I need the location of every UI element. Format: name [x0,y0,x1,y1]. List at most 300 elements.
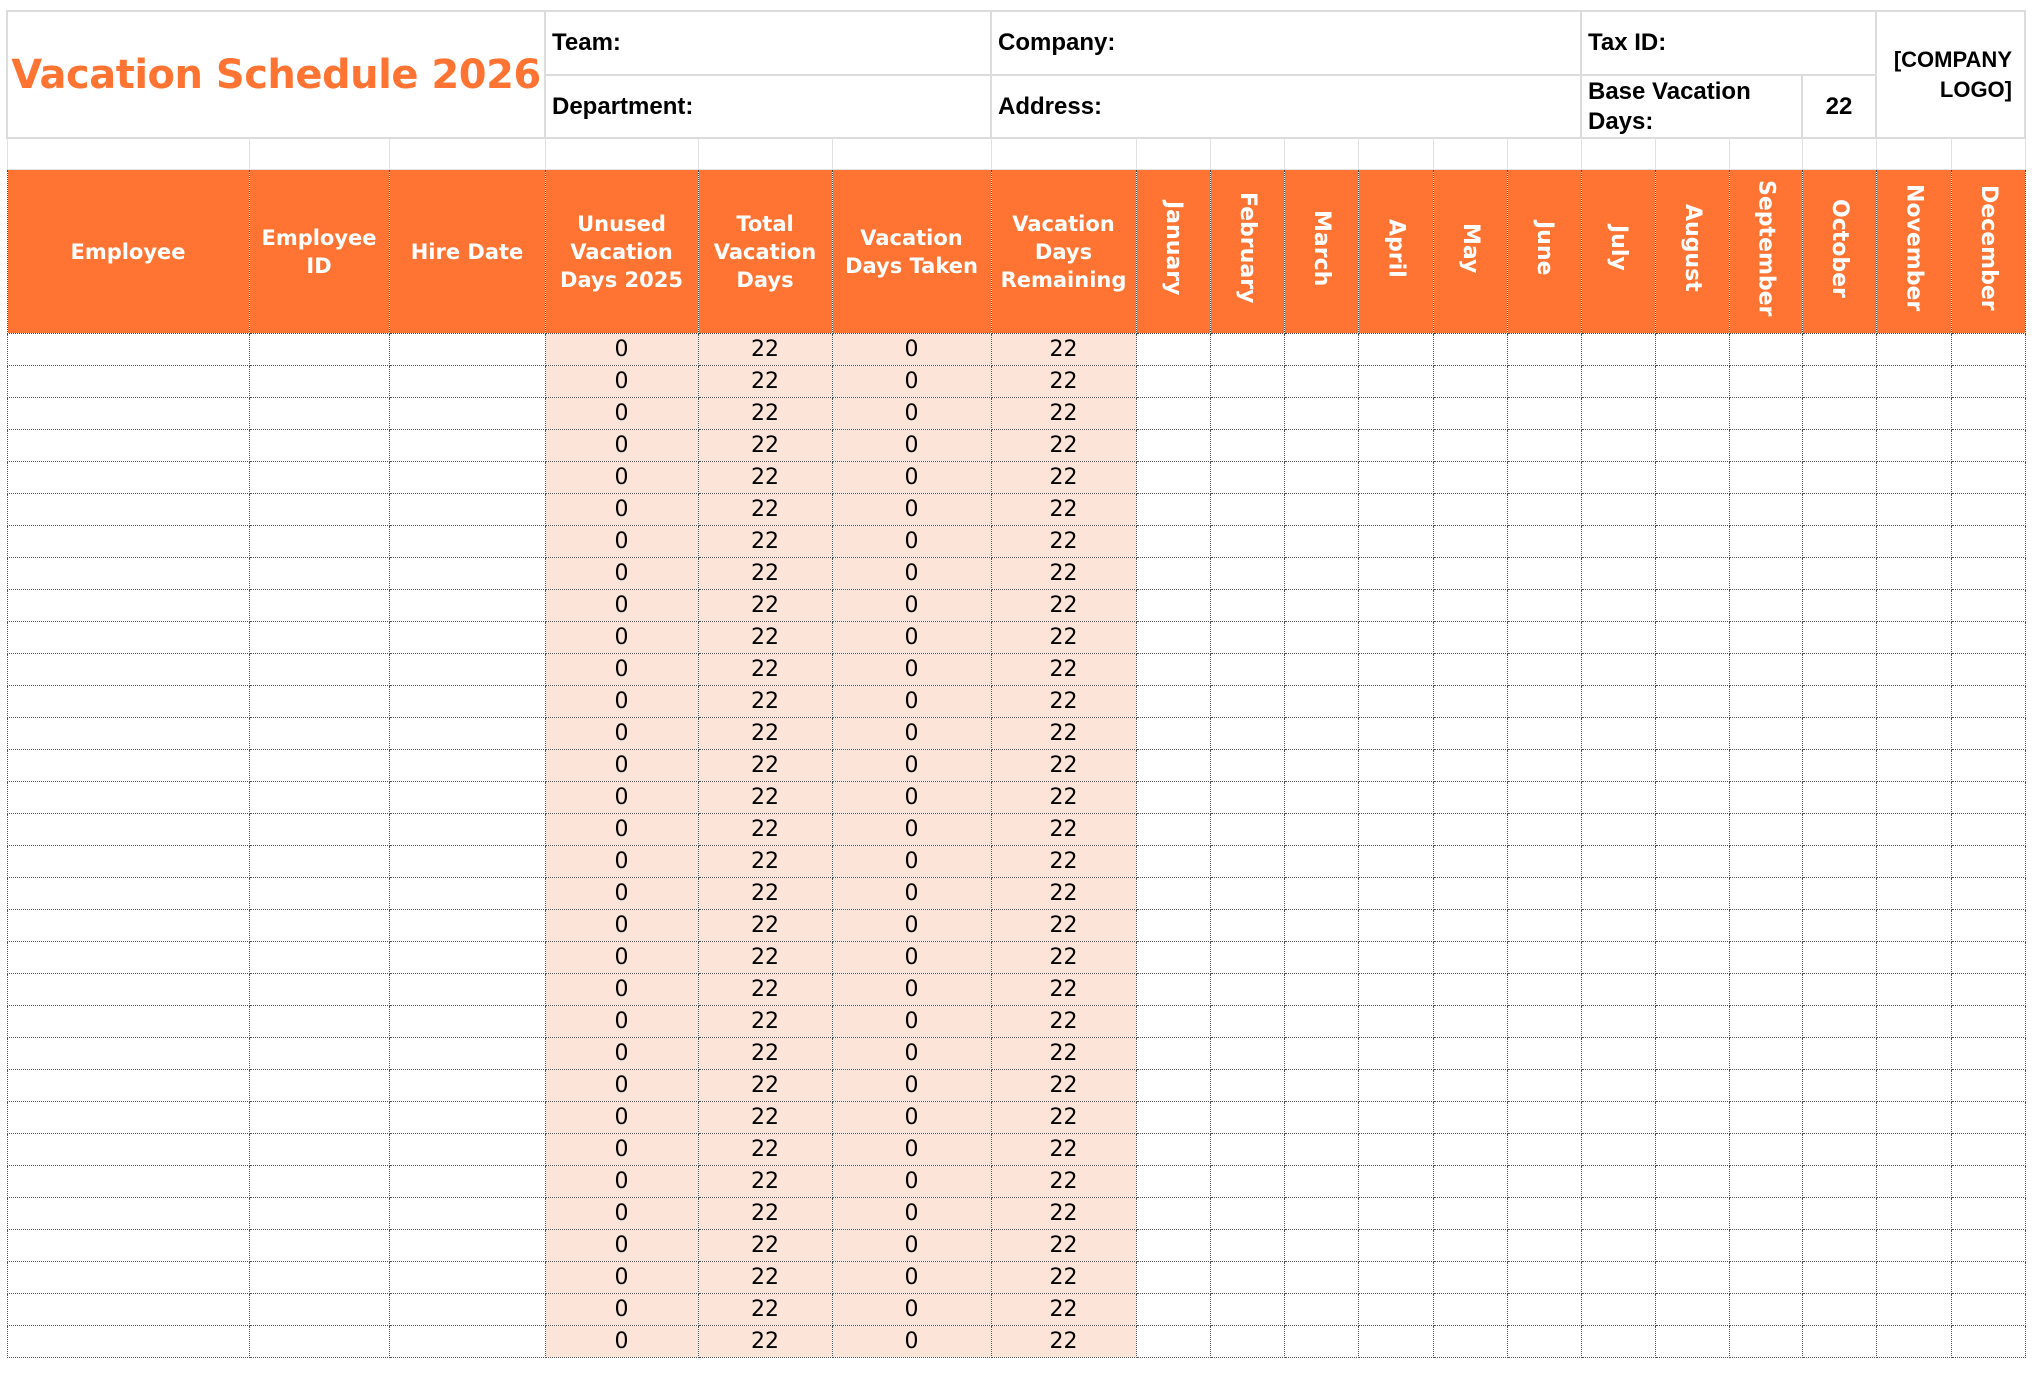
taken-days-cell[interactable]: 0 [832,782,991,814]
month-cell-november[interactable] [1876,1262,1951,1294]
month-cell-november[interactable] [1876,750,1951,782]
month-cell-april[interactable] [1358,1006,1433,1038]
month-cell-may[interactable] [1433,1326,1507,1358]
month-cell-october[interactable] [1802,1070,1876,1102]
remaining-days-cell[interactable]: 22 [991,782,1136,814]
month-cell-november[interactable] [1876,814,1951,846]
month-cell-may[interactable] [1433,1198,1507,1230]
month-cell-november[interactable] [1876,1294,1951,1326]
month-cell-april[interactable] [1358,462,1433,494]
month-cell-may[interactable] [1433,878,1507,910]
month-cell-april[interactable] [1358,430,1433,462]
month-cell-september[interactable] [1729,814,1802,846]
taken-days-cell[interactable]: 0 [832,622,991,654]
hire-date-cell[interactable] [389,1070,545,1102]
spacer-cell[interactable] [389,138,545,170]
month-cell-april[interactable] [1358,942,1433,974]
month-cell-may[interactable] [1433,398,1507,430]
spacer-cell[interactable] [1581,138,1655,170]
employee-cell[interactable] [7,1070,249,1102]
month-cell-june[interactable] [1507,974,1581,1006]
remaining-days-cell[interactable]: 22 [991,846,1136,878]
unused-days-cell[interactable]: 0 [545,398,698,430]
month-cell-december[interactable] [1951,1262,2025,1294]
month-cell-april[interactable] [1358,1230,1433,1262]
month-cell-october[interactable] [1802,814,1876,846]
month-cell-july[interactable] [1581,846,1655,878]
month-cell-january[interactable] [1136,814,1210,846]
taken-days-cell[interactable]: 0 [832,590,991,622]
month-cell-august[interactable] [1655,910,1729,942]
month-cell-december[interactable] [1951,526,2025,558]
employee-id-cell[interactable] [249,1294,389,1326]
remaining-days-cell[interactable]: 22 [991,494,1136,526]
month-cell-june[interactable] [1507,1006,1581,1038]
month-cell-march[interactable] [1284,590,1358,622]
month-cell-march[interactable] [1284,686,1358,718]
total-days-cell[interactable]: 22 [698,366,832,398]
unused-days-cell[interactable]: 0 [545,878,698,910]
month-cell-february[interactable] [1210,1198,1284,1230]
employee-id-cell[interactable] [249,974,389,1006]
month-cell-july[interactable] [1581,782,1655,814]
month-cell-november[interactable] [1876,366,1951,398]
month-cell-september[interactable] [1729,462,1802,494]
employee-cell[interactable] [7,910,249,942]
month-cell-february[interactable] [1210,462,1284,494]
taken-days-cell[interactable]: 0 [832,558,991,590]
taken-days-cell[interactable]: 0 [832,430,991,462]
taken-days-cell[interactable]: 0 [832,846,991,878]
hire-date-cell[interactable] [389,494,545,526]
month-cell-february[interactable] [1210,1230,1284,1262]
month-cell-september[interactable] [1729,1070,1802,1102]
unused-days-cell[interactable]: 0 [545,814,698,846]
month-cell-december[interactable] [1951,366,2025,398]
remaining-days-cell[interactable]: 22 [991,942,1136,974]
month-cell-november[interactable] [1876,974,1951,1006]
month-cell-august[interactable] [1655,558,1729,590]
unused-days-cell[interactable]: 0 [545,366,698,398]
taken-days-cell[interactable]: 0 [832,686,991,718]
month-cell-september[interactable] [1729,494,1802,526]
month-cell-january[interactable] [1136,494,1210,526]
month-cell-august[interactable] [1655,1102,1729,1134]
unused-days-cell[interactable]: 0 [545,334,698,366]
unused-days-cell[interactable]: 0 [545,1262,698,1294]
month-cell-july[interactable] [1581,462,1655,494]
total-days-cell[interactable]: 22 [698,846,832,878]
month-cell-february[interactable] [1210,750,1284,782]
taken-days-cell[interactable]: 0 [832,1230,991,1262]
month-cell-february[interactable] [1210,910,1284,942]
month-cell-september[interactable] [1729,686,1802,718]
month-cell-august[interactable] [1655,462,1729,494]
month-cell-november[interactable] [1876,590,1951,622]
employee-id-cell[interactable] [249,494,389,526]
month-cell-november[interactable] [1876,718,1951,750]
month-cell-january[interactable] [1136,1134,1210,1166]
month-cell-june[interactable] [1507,814,1581,846]
month-cell-november[interactable] [1876,1134,1951,1166]
month-cell-september[interactable] [1729,1326,1802,1358]
hire-date-cell[interactable] [389,942,545,974]
month-cell-march[interactable] [1284,814,1358,846]
month-cell-november[interactable] [1876,462,1951,494]
taken-days-cell[interactable]: 0 [832,814,991,846]
month-cell-january[interactable] [1136,1102,1210,1134]
month-cell-october[interactable] [1802,1262,1876,1294]
month-cell-july[interactable] [1581,1230,1655,1262]
month-cell-july[interactable] [1581,334,1655,366]
spacer-cell[interactable] [698,138,832,170]
unused-days-cell[interactable]: 0 [545,846,698,878]
month-cell-february[interactable] [1210,494,1284,526]
remaining-days-cell[interactable]: 22 [991,526,1136,558]
month-cell-august[interactable] [1655,814,1729,846]
remaining-days-cell[interactable]: 22 [991,750,1136,782]
month-cell-july[interactable] [1581,1326,1655,1358]
total-days-cell[interactable]: 22 [698,526,832,558]
month-cell-march[interactable] [1284,1294,1358,1326]
month-cell-july[interactable] [1581,974,1655,1006]
month-cell-june[interactable] [1507,1070,1581,1102]
month-cell-may[interactable] [1433,430,1507,462]
month-cell-december[interactable] [1951,430,2025,462]
month-cell-may[interactable] [1433,814,1507,846]
remaining-days-cell[interactable]: 22 [991,366,1136,398]
total-days-cell[interactable]: 22 [698,1294,832,1326]
month-cell-august[interactable] [1655,1262,1729,1294]
month-cell-september[interactable] [1729,974,1802,1006]
month-cell-september[interactable] [1729,1198,1802,1230]
month-cell-august[interactable] [1655,430,1729,462]
month-cell-june[interactable] [1507,462,1581,494]
hire-date-cell[interactable] [389,1006,545,1038]
taken-days-cell[interactable]: 0 [832,1102,991,1134]
month-cell-december[interactable] [1951,846,2025,878]
month-cell-november[interactable] [1876,1166,1951,1198]
month-cell-march[interactable] [1284,1198,1358,1230]
total-days-cell[interactable]: 22 [698,910,832,942]
month-cell-june[interactable] [1507,398,1581,430]
month-cell-april[interactable] [1358,654,1433,686]
month-cell-june[interactable] [1507,1262,1581,1294]
spacer-cell[interactable] [1951,138,2025,170]
unused-days-cell[interactable]: 0 [545,622,698,654]
month-cell-december[interactable] [1951,334,2025,366]
month-cell-february[interactable] [1210,686,1284,718]
taken-days-cell[interactable]: 0 [832,462,991,494]
address-field[interactable]: Address: [991,75,1581,138]
employee-cell[interactable] [7,750,249,782]
month-cell-october[interactable] [1802,1006,1876,1038]
unused-days-cell[interactable]: 0 [545,686,698,718]
month-cell-august[interactable] [1655,942,1729,974]
hire-date-cell[interactable] [389,398,545,430]
month-cell-december[interactable] [1951,654,2025,686]
month-cell-august[interactable] [1655,494,1729,526]
month-cell-september[interactable] [1729,526,1802,558]
month-cell-may[interactable] [1433,1038,1507,1070]
month-cell-march[interactable] [1284,1070,1358,1102]
month-cell-august[interactable] [1655,782,1729,814]
employee-id-cell[interactable] [249,846,389,878]
employee-cell[interactable] [7,462,249,494]
month-cell-december[interactable] [1951,1070,2025,1102]
employee-cell[interactable] [7,1198,249,1230]
spacer-cell[interactable] [1507,138,1581,170]
month-cell-june[interactable] [1507,1166,1581,1198]
month-cell-august[interactable] [1655,334,1729,366]
month-cell-january[interactable] [1136,1198,1210,1230]
month-cell-march[interactable] [1284,1006,1358,1038]
month-cell-june[interactable] [1507,878,1581,910]
month-cell-september[interactable] [1729,878,1802,910]
employee-id-cell[interactable] [249,462,389,494]
month-cell-february[interactable] [1210,814,1284,846]
month-cell-april[interactable] [1358,1038,1433,1070]
month-cell-september[interactable] [1729,718,1802,750]
month-cell-august[interactable] [1655,974,1729,1006]
month-cell-june[interactable] [1507,334,1581,366]
month-cell-august[interactable] [1655,1326,1729,1358]
month-cell-february[interactable] [1210,1006,1284,1038]
month-cell-june[interactable] [1507,1102,1581,1134]
spacer-cell[interactable] [7,138,249,170]
month-cell-july[interactable] [1581,558,1655,590]
month-cell-august[interactable] [1655,686,1729,718]
unused-days-cell[interactable]: 0 [545,1294,698,1326]
month-cell-december[interactable] [1951,942,2025,974]
month-cell-august[interactable] [1655,526,1729,558]
month-cell-march[interactable] [1284,558,1358,590]
month-cell-october[interactable] [1802,366,1876,398]
hire-date-cell[interactable] [389,1166,545,1198]
month-cell-november[interactable] [1876,1326,1951,1358]
taken-days-cell[interactable]: 0 [832,398,991,430]
month-cell-january[interactable] [1136,590,1210,622]
month-cell-april[interactable] [1358,1262,1433,1294]
month-cell-october[interactable] [1802,942,1876,974]
month-cell-june[interactable] [1507,622,1581,654]
hire-date-cell[interactable] [389,782,545,814]
month-cell-february[interactable] [1210,1262,1284,1294]
month-cell-december[interactable] [1951,974,2025,1006]
month-cell-september[interactable] [1729,846,1802,878]
month-cell-may[interactable] [1433,782,1507,814]
remaining-days-cell[interactable]: 22 [991,622,1136,654]
month-cell-may[interactable] [1433,1294,1507,1326]
month-cell-november[interactable] [1876,782,1951,814]
employee-cell[interactable] [7,334,249,366]
month-cell-july[interactable] [1581,878,1655,910]
month-cell-april[interactable] [1358,814,1433,846]
employee-id-cell[interactable] [249,942,389,974]
employee-id-cell[interactable] [249,622,389,654]
month-cell-october[interactable] [1802,1166,1876,1198]
month-cell-april[interactable] [1358,558,1433,590]
month-cell-april[interactable] [1358,526,1433,558]
taken-days-cell[interactable]: 0 [832,974,991,1006]
month-cell-march[interactable] [1284,910,1358,942]
month-cell-december[interactable] [1951,1134,2025,1166]
employee-id-cell[interactable] [249,1262,389,1294]
month-cell-october[interactable] [1802,622,1876,654]
month-cell-october[interactable] [1802,1230,1876,1262]
month-cell-april[interactable] [1358,686,1433,718]
taken-days-cell[interactable]: 0 [832,1198,991,1230]
total-days-cell[interactable]: 22 [698,334,832,366]
month-cell-august[interactable] [1655,1198,1729,1230]
hire-date-cell[interactable] [389,558,545,590]
remaining-days-cell[interactable]: 22 [991,1102,1136,1134]
hire-date-cell[interactable] [389,750,545,782]
unused-days-cell[interactable]: 0 [545,1166,698,1198]
employee-id-cell[interactable] [249,1230,389,1262]
total-days-cell[interactable]: 22 [698,718,832,750]
total-days-cell[interactable]: 22 [698,1326,832,1358]
month-cell-march[interactable] [1284,526,1358,558]
month-cell-january[interactable] [1136,622,1210,654]
month-cell-october[interactable] [1802,686,1876,718]
spacer-cell[interactable] [249,138,389,170]
hire-date-cell[interactable] [389,622,545,654]
month-cell-june[interactable] [1507,654,1581,686]
month-cell-april[interactable] [1358,910,1433,942]
month-cell-july[interactable] [1581,686,1655,718]
employee-id-cell[interactable] [249,782,389,814]
month-cell-august[interactable] [1655,1038,1729,1070]
month-cell-september[interactable] [1729,1262,1802,1294]
month-cell-may[interactable] [1433,974,1507,1006]
hire-date-cell[interactable] [389,654,545,686]
month-cell-july[interactable] [1581,814,1655,846]
month-cell-october[interactable] [1802,1198,1876,1230]
hire-date-cell[interactable] [389,1038,545,1070]
unused-days-cell[interactable]: 0 [545,558,698,590]
remaining-days-cell[interactable]: 22 [991,974,1136,1006]
month-cell-january[interactable] [1136,782,1210,814]
month-cell-november[interactable] [1876,910,1951,942]
month-cell-november[interactable] [1876,654,1951,686]
month-cell-may[interactable] [1433,1134,1507,1166]
month-cell-january[interactable] [1136,430,1210,462]
month-cell-august[interactable] [1655,1294,1729,1326]
month-cell-december[interactable] [1951,494,2025,526]
month-cell-november[interactable] [1876,1102,1951,1134]
spacer-cell[interactable] [991,138,1136,170]
remaining-days-cell[interactable]: 22 [991,1294,1136,1326]
month-cell-september[interactable] [1729,942,1802,974]
month-cell-november[interactable] [1876,1198,1951,1230]
month-cell-july[interactable] [1581,1038,1655,1070]
employee-cell[interactable] [7,1262,249,1294]
month-cell-february[interactable] [1210,590,1284,622]
employee-cell[interactable] [7,718,249,750]
employee-cell[interactable] [7,654,249,686]
month-cell-december[interactable] [1951,718,2025,750]
remaining-days-cell[interactable]: 22 [991,430,1136,462]
month-cell-january[interactable] [1136,910,1210,942]
month-cell-november[interactable] [1876,1070,1951,1102]
unused-days-cell[interactable]: 0 [545,942,698,974]
month-cell-november[interactable] [1876,526,1951,558]
month-cell-april[interactable] [1358,1134,1433,1166]
remaining-days-cell[interactable]: 22 [991,398,1136,430]
month-cell-april[interactable] [1358,846,1433,878]
total-days-cell[interactable]: 22 [698,942,832,974]
month-cell-february[interactable] [1210,1326,1284,1358]
month-cell-august[interactable] [1655,622,1729,654]
month-cell-november[interactable] [1876,494,1951,526]
month-cell-january[interactable] [1136,1070,1210,1102]
month-cell-july[interactable] [1581,1102,1655,1134]
remaining-days-cell[interactable]: 22 [991,686,1136,718]
month-cell-april[interactable] [1358,718,1433,750]
spacer-cell[interactable] [1136,138,1210,170]
month-cell-july[interactable] [1581,430,1655,462]
employee-id-cell[interactable] [249,910,389,942]
employee-id-cell[interactable] [249,814,389,846]
month-cell-march[interactable] [1284,494,1358,526]
unused-days-cell[interactable]: 0 [545,590,698,622]
employee-cell[interactable] [7,942,249,974]
month-cell-january[interactable] [1136,686,1210,718]
month-cell-march[interactable] [1284,846,1358,878]
employee-id-cell[interactable] [249,1326,389,1358]
month-cell-may[interactable] [1433,686,1507,718]
hire-date-cell[interactable] [389,814,545,846]
employee-id-cell[interactable] [249,1070,389,1102]
month-cell-january[interactable] [1136,462,1210,494]
month-cell-february[interactable] [1210,366,1284,398]
month-cell-september[interactable] [1729,622,1802,654]
month-cell-october[interactable] [1802,846,1876,878]
month-cell-may[interactable] [1433,910,1507,942]
month-cell-september[interactable] [1729,1102,1802,1134]
month-cell-february[interactable] [1210,718,1284,750]
employee-cell[interactable] [7,366,249,398]
month-cell-april[interactable] [1358,398,1433,430]
hire-date-cell[interactable] [389,1134,545,1166]
month-cell-october[interactable] [1802,430,1876,462]
month-cell-november[interactable] [1876,622,1951,654]
month-cell-march[interactable] [1284,1038,1358,1070]
month-cell-april[interactable] [1358,1102,1433,1134]
month-cell-november[interactable] [1876,1006,1951,1038]
month-cell-january[interactable] [1136,398,1210,430]
employee-cell[interactable] [7,878,249,910]
month-cell-september[interactable] [1729,1166,1802,1198]
month-cell-september[interactable] [1729,1006,1802,1038]
employee-cell[interactable] [7,398,249,430]
month-cell-september[interactable] [1729,1134,1802,1166]
employee-id-cell[interactable] [249,718,389,750]
month-cell-september[interactable] [1729,366,1802,398]
month-cell-november[interactable] [1876,398,1951,430]
department-field[interactable]: Department: [545,75,991,138]
taken-days-cell[interactable]: 0 [832,718,991,750]
employee-cell[interactable] [7,846,249,878]
employee-cell[interactable] [7,1326,249,1358]
month-cell-february[interactable] [1210,782,1284,814]
month-cell-june[interactable] [1507,494,1581,526]
month-cell-january[interactable] [1136,846,1210,878]
total-days-cell[interactable]: 22 [698,558,832,590]
taken-days-cell[interactable]: 0 [832,750,991,782]
month-cell-july[interactable] [1581,622,1655,654]
